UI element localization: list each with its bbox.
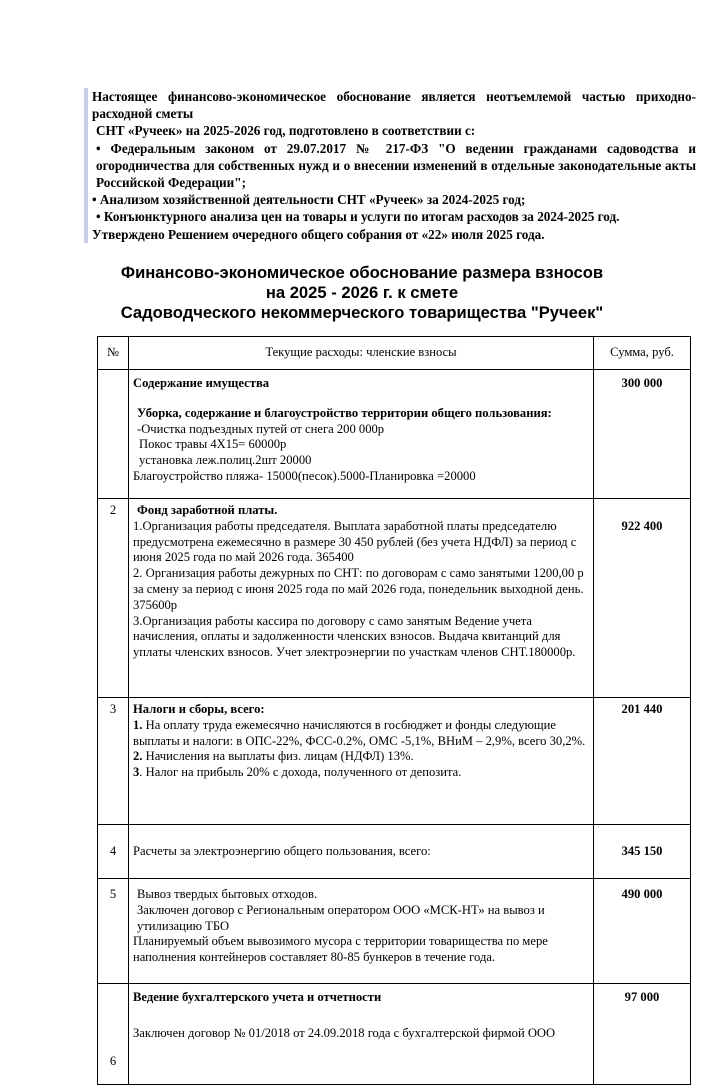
row-subtitle: Уборка, содержание и благоустройство территории общего пользования:	[137, 405, 552, 420]
title-line: на 2025 - 2026 г. к смете	[265, 283, 459, 302]
row-line: Заключен договор с Региональным оператором ООО «МСК-НТ» на вывоз и утилизацию ТБО	[137, 902, 545, 933]
table-row	[98, 499, 691, 698]
title-line: Садоводческого некоммерческого товарищества "Ручеек"	[120, 303, 604, 322]
row-sum: 490 000	[594, 879, 691, 984]
row-item	[133, 718, 589, 750]
row-description	[129, 499, 594, 698]
intro-line: Утверждено Решением очередного общего собрания от «22» июля 2025 года.	[92, 226, 545, 242]
title-line: Финансово-экономическое обоснование размера взносов	[120, 263, 604, 282]
row-number	[98, 370, 129, 499]
row-number: 2	[98, 499, 129, 698]
row-number: 4	[98, 825, 129, 879]
item-text: На оплату труда ежемесячно начисляются в госбюджет и фонды следующие выплаты и налоги: в ОПС-22%, ФСС-0.2%, ОМС -5,1%, ВНиМ – 2,9%, всего 30,2%.	[133, 717, 586, 748]
item-text: Начисления на выплаты физ. лицам (НДФЛ) 13%.	[142, 749, 414, 764]
row-title: Расчеты за электроэнергию общего пользования, всего:	[133, 843, 431, 858]
row-description	[129, 984, 594, 1085]
document-title	[60, 263, 664, 323]
table-row	[98, 698, 691, 825]
row-sum: 201 440	[594, 698, 691, 825]
row-sum: 345 150	[594, 825, 691, 879]
expense-table	[97, 336, 691, 1085]
row-line: 2. Организация работы дежурных по СНТ: по договорам с само занятыми 1200,00 р за смену за период с июня 2025 года по май 2026 года, понедельник выходной день. 375600р	[133, 566, 584, 612]
column-header-sum: Сумма, руб.	[594, 337, 691, 370]
intro-line: • Анализом хозяйственной деятельности СНТ «Ручеек» за 2024-2025 год;	[92, 192, 526, 208]
row-line: Вывоз твердых бытовых отходов.	[137, 887, 318, 901]
row-line: 3.Организация работы кассира по договору с само занятым Ведение учета начисления, оплаты и задолженности членских взносов. Выдача квитанций для уплаты членских взносов. Учет электроэнергии по участкам членов СНТ.180000р.	[133, 613, 576, 660]
row-title: Ведение бухгалтерского учета и отчетности	[133, 990, 382, 1004]
row-description	[129, 825, 594, 879]
item-number: 1.	[133, 717, 143, 732]
row-line: Заключен договор № 01/2018 от 24.09.2018 года с бухгалтерской фирмой ООО	[133, 1025, 556, 1040]
intro-block	[84, 88, 696, 243]
intro-line: • Конъюнктурного анализа цен на товары и услуги по итогам расходов за 2024-2025 год.	[96, 209, 620, 225]
row-sum: 922 400	[594, 499, 691, 698]
column-header-number: №	[98, 337, 129, 370]
table-row	[98, 825, 691, 879]
table-row	[98, 879, 691, 984]
row-line: Благоустройство пляжа- 15000(песок).5000-Планировка =20000	[133, 468, 476, 483]
row-title: Фонд заработной платы.	[137, 503, 278, 517]
table-row	[98, 984, 691, 1085]
intro-line: • Федеральным законом от 29.07.2017 № 217-ФЗ "О ведении гражданами садоводства и огородничества для собственных нужд и о внесении изменений в отдельные законодательные акты Российской Федерации";	[96, 140, 696, 191]
row-item	[133, 749, 589, 765]
row-sum: 97 000	[594, 984, 691, 1085]
item-text: . Налог на прибыль 20% с дохода, полученного от депозита.	[139, 765, 462, 780]
item-number: 2.	[133, 749, 143, 764]
table-row	[98, 370, 691, 499]
row-line: 1.Организация работы председателя. Выплата заработной платы председателю предусмотрена ежемесячно в размере 30 450 рублей (без учета НДФЛ) за период с июня 2025 года по май 2026 года. 365400	[133, 518, 577, 565]
row-line: установка леж.полиц.2шт 20000	[139, 453, 312, 468]
row-sum: 300 000	[594, 370, 691, 499]
item-number: 3	[133, 765, 140, 780]
row-description	[129, 698, 594, 825]
row-title: Содержание имущества	[133, 376, 270, 390]
table-header-row	[98, 337, 691, 370]
intro-line: СНТ «Ручеек» на 2025-2026 год, подготовлено в соответствии с:	[96, 123, 476, 139]
row-line: -Очистка подъездных путей от снега 200 000р	[137, 421, 385, 436]
row-description	[129, 879, 594, 984]
row-line: Покос травы 4Х15= 60000р	[139, 437, 287, 452]
column-header-expense: Текущие расходы: членские взносы	[129, 337, 594, 370]
row-description	[129, 370, 594, 499]
row-item	[133, 765, 589, 781]
intro-line: Настоящее финансово-экономическое обоснование является неотъемлемой частью приходно-расходной сметы	[92, 89, 696, 122]
row-line: Планируемый объем вывозимого мусора с территории товарищества по мере наполнения контейнеров составляет 80-85 бункеров в течение года.	[133, 934, 548, 965]
row-number: 3	[98, 698, 129, 825]
row-number: 6	[98, 984, 129, 1085]
row-title: Налоги и сборы, всего:	[133, 702, 265, 716]
row-number: 5	[98, 879, 129, 984]
